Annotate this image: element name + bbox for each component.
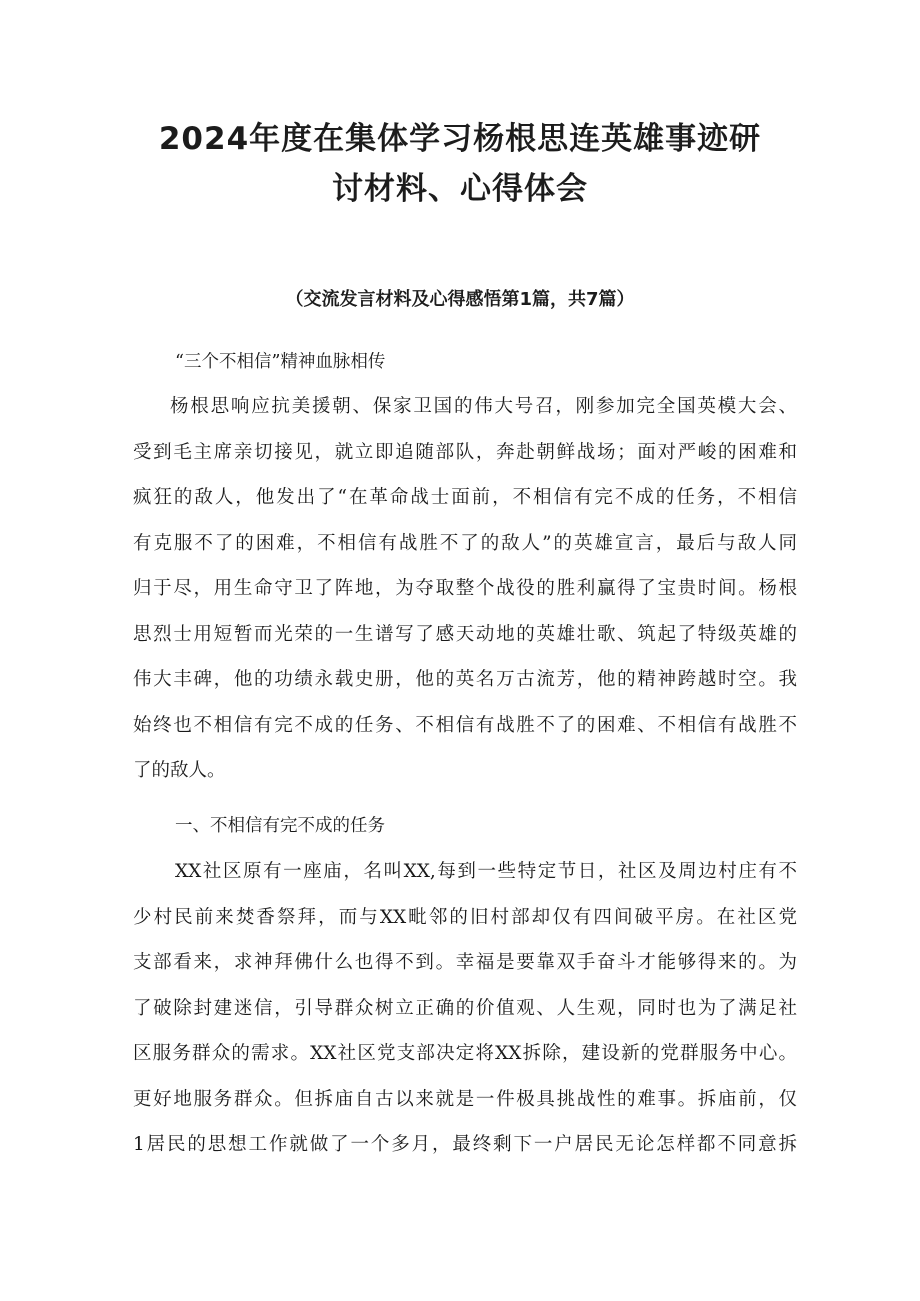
document-subtitle: （交流发言材料及心得感悟第1篇，共7篇） bbox=[285, 289, 635, 310]
paragraph-line: 支部看来，求神拜佛什么也得不到。幸福是要靠双手奋斗才能够得来的。为 bbox=[133, 952, 797, 973]
paragraph-line: 疯狂的敌人，他发出了“在革命战士面前，不相信有完不成的任务，不相信 bbox=[133, 487, 797, 508]
paragraph-line: 更好地服务群众。但拆庙自古以来就是一件极具挑战性的难事。拆庙前，仅 bbox=[133, 1088, 797, 1110]
paragraph-line: 了的敌人。 bbox=[133, 760, 226, 781]
document-title-line-2: 讨材料、心得体会 bbox=[332, 171, 588, 207]
paragraph-line: 少村民前来焚香祭拜，而与XX毗邻的旧村部却仅有四间破平房。在社区党 bbox=[133, 906, 797, 928]
section-heading-task: 一、不相信有完不成的任务 bbox=[175, 816, 385, 836]
section-heading-spirit: “三个不相信”精神血脉相传 bbox=[175, 352, 386, 372]
paragraph-line: 伟大丰碑，他的功绩永载史册，他的英名万古流芳，他的精神跨越时空。我 bbox=[133, 669, 797, 690]
document-title-line-1: 2024年度在集体学习杨根思连英雄事迹研 bbox=[158, 121, 762, 157]
paragraph-line: 始终也不相信有完不成的任务、不相信有战胜不了的困难、不相信有战胜不 bbox=[133, 714, 797, 736]
paragraph-community-temple bbox=[133, 849, 797, 1168]
paragraph-line: 了破除封建迷信，引导群众树立正确的价值观、人生观，同时也为了满足社 bbox=[133, 997, 797, 1019]
paragraph-line: 1居民的思想工作就做了一个多月，最终剩下一户居民无论怎样都不同意拆 bbox=[133, 1134, 797, 1155]
paragraph-line: 归于尽，用生命守卫了阵地，为夺取整个战役的胜利赢得了宝贵时间。杨根 bbox=[133, 578, 797, 599]
paragraph-line: XX社区原有一座庙，名叫XX,每到一些特定节日，社区及周边村庄有不 bbox=[175, 861, 797, 882]
paragraph-line: 受到毛主席亲切接见，就立即追随部队，奔赴朝鲜战场；面对严峻的困难和 bbox=[133, 441, 797, 463]
paragraph-line: 区服务群众的需求。XX社区党支部决定将XX拆除，建设新的党群服务中心。 bbox=[133, 1043, 797, 1064]
paragraph-line: 杨根思响应抗美援朝、保家卫国的伟大号召，刚参加完全国英模大会、 bbox=[170, 396, 797, 417]
paragraph-line: 有克服不了的困难，不相信有战胜不了的敌人”的英雄宣言，最后与敌人同 bbox=[133, 532, 797, 554]
paragraph-yang-gensi bbox=[133, 384, 797, 794]
paragraph-line: 思烈士用短暂而光荣的一生谱写了感天动地的英雄壮歌、筑起了特级英雄的 bbox=[133, 623, 797, 645]
